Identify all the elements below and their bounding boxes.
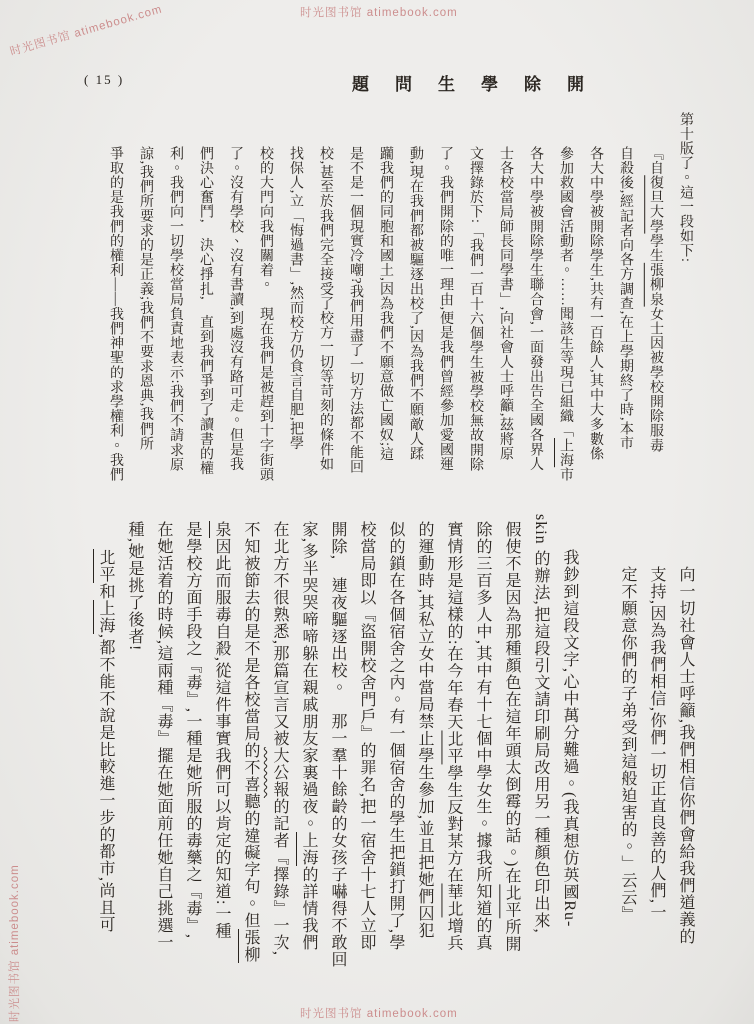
text-column: 開除, 連夜驅逐出校。 那一羣十餘齡的女孩子嚇得不敢回 <box>329 521 346 968</box>
proper-noun-mark: 上海 <box>97 600 114 634</box>
running-head-title: 題問生學除開 <box>352 75 610 94</box>
text-column: 假使不是因為那種顏色在這年頭太倒霉的話。)在北平所開 <box>503 521 520 953</box>
proper-noun-mark: 上海 <box>300 832 317 866</box>
text-column: 家,多半哭哭啼啼躲在親戚朋友家裏過夜。上海的詳情我們 <box>300 521 317 951</box>
text-column: 不知被節去的是不是各校當局的不喜聽的違礙字句。但張柳 <box>242 521 259 963</box>
text-column: 我鈔到這段文字,心中萬分難過。(我真想仿英國Ru- <box>561 549 578 928</box>
text-column: 『自復旦大學學生張柳泉女士因被學校開除服毒 <box>648 146 663 453</box>
bottom-text-block <box>91 514 700 988</box>
text-column: 的運動時,其私立女中當局禁止學生參加,並且把她們囚犯 <box>416 521 433 939</box>
text-column: 參加救國會活動者。……聞該生等現已組織「上海市 <box>558 146 573 482</box>
text-column: 在北方不很熟悉,那篇宣言又被大公報的記者『擇錄』一次, <box>271 521 288 956</box>
proper-noun-mark: 張柳 <box>242 929 259 963</box>
text-column: 是不是一個現實冷嘲?我們用盡了一切方法都不能回 <box>348 146 363 475</box>
text-column: 是學校方面手段之『毒』,一種是她所服的毒藥之『毒』, <box>184 521 201 939</box>
text-column: 校當局即以『盜開校舍門戶』的罪名,把一宿舍十七人立即 <box>358 521 375 951</box>
proper-noun-mark: 上海 <box>558 438 573 468</box>
text-column: 定不願意你們的子弟受到這般迫害的。」云云』 <box>619 566 636 923</box>
text-column: 第十版了。這一段如下: <box>678 112 693 263</box>
text-column: 校的大門向我們關着。 現在我們是被趕到十字街頭 <box>258 146 273 482</box>
text-column: 士各校當局師長同學書」,向社會人士呼籲,茲將原 <box>498 146 513 461</box>
proper-noun-mark: 北平 <box>97 549 114 583</box>
text-column: 了。沒有學校、沒有書讀,到處沒有路可走。但是我 <box>228 146 243 472</box>
text-column: 自殺後,經記者向各方調查,在上學期終了時,本市 <box>618 146 633 451</box>
watermark-top-left: 时光图书馆 atimebook.com <box>8 3 164 59</box>
text-column: 種,她是挑了後者! <box>126 521 143 652</box>
text-column: 各大中學被開除學生,共有一百餘人,其中大多數係 <box>588 146 603 461</box>
proper-noun-mark: 泉 <box>213 521 230 538</box>
text-column: 躪我們的同胞和國土,因為我們不願意做亡國奴;這 <box>378 146 393 462</box>
text-column: 北平和上海,都不能不說是比較進一步的都市,尚且可 <box>97 549 114 933</box>
watermark-top-center: 时光图书馆 atimebook.com <box>300 7 458 19</box>
page-number: ( 15 ) <box>84 72 125 87</box>
proper-noun-mark: 復旦大學 <box>648 175 663 234</box>
text-column: 利。我們向一切學校當局負責地表示:我們不請求原 <box>168 146 183 472</box>
text-column: 支持,因為我們相信,你們一切正直良善的人們,一 <box>648 566 665 921</box>
text-column: 向一切社會人士呼籲,我們相信你們會給我們道義的 <box>677 566 694 945</box>
text-column: 校,甚至於我們完全接受了校方一切等苛刻的條件如 <box>318 146 333 472</box>
text-column: 各大中學被開除學生聯合會,一面發出告全國各界人 <box>528 146 543 472</box>
text-column: 了。我們開除的唯一理由,便是我們曾經參加愛國運 <box>438 146 453 472</box>
proper-noun-mark: 北平 <box>503 884 520 919</box>
proper-noun-mark: 華北 <box>445 883 462 918</box>
top-text-block <box>100 112 700 518</box>
text-column <box>584 514 613 988</box>
text-column: 文擇錄於下:「我們一百十六個學生被學校無故開除 <box>468 146 483 472</box>
watermark-bottom-center: 时光图书馆 atimebook.com <box>300 1008 458 1020</box>
text-column: 在她活着的時候,這兩種『毒』擺在她面前任她自己挑選一 <box>155 521 172 951</box>
text-column: 除的三百多人中,其中有十七個中學女生。據我所知道的真 <box>474 521 491 951</box>
text-column: skin 的辦法,把這段引文請印刷局改用另一種顏色印出來, <box>532 514 549 934</box>
proper-noun-mark: 北平 <box>445 730 462 765</box>
text-column: 似的鎖在各個宿舍之內。有一個宿舍的學生把鎖打開了,學 <box>387 521 404 951</box>
publication-mark: 大公報 <box>271 747 288 798</box>
text-column: 泉因此而服毒自殺,從這件事實我們可以肯定的知道:一種 <box>213 521 230 940</box>
text-column: 動,現在我們都被驅逐出校了,因為我們不願敵人蹂 <box>408 146 423 461</box>
text-column: 諒,我們所要求的是正義;我們不要求恩典,我們所 <box>138 146 153 451</box>
text-column: 們決心奮鬥, 決心掙扎, 直到我們爭到了讀書的權 <box>198 146 213 476</box>
proper-noun-mark: 張柳泉 <box>648 262 663 307</box>
text-column: 實情形是這樣的:在今年春天北平學生反對某方在華北增兵 <box>445 521 462 952</box>
text-column: 找保人,立「悔過書」,然而校方仍食言自肥,把學 <box>288 146 303 451</box>
text-column: 爭取的是我們的權利——我們神聖的求學權利。我們 <box>108 146 123 482</box>
watermark-bottom-left: 时光图书馆 atimebook.com <box>9 864 21 1022</box>
